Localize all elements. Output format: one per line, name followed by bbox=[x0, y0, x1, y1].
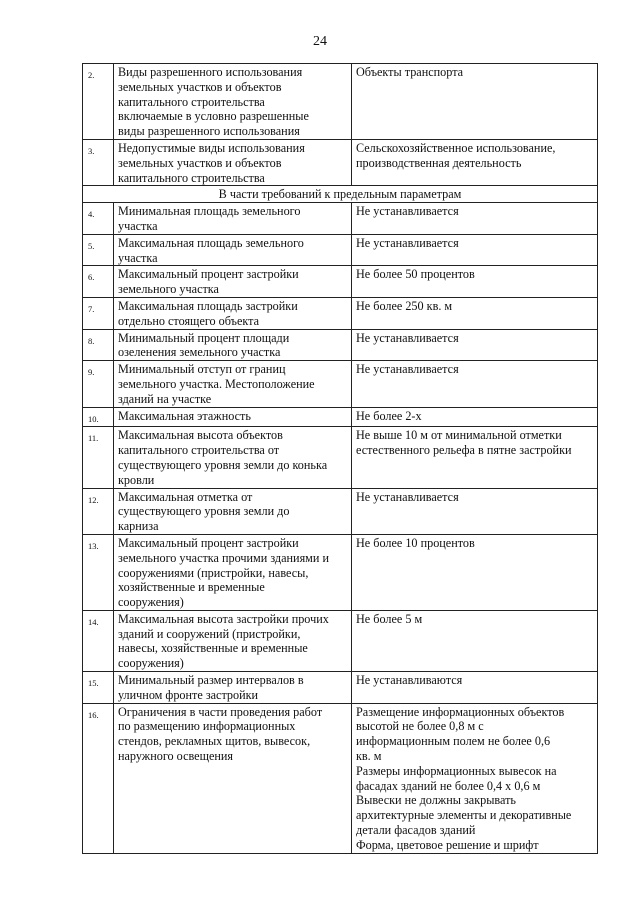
row-name: Виды разрешенного использования земельных участков и объектов капитального строительства включаемые в условно разрешенные виды разрешенного использования bbox=[114, 64, 352, 140]
row-name: Минимальный размер интервалов в уличном фронте застройки bbox=[114, 672, 352, 704]
row-value: Не более 250 кв. м bbox=[352, 297, 598, 329]
row-number: 8. bbox=[83, 329, 114, 361]
table-row bbox=[83, 534, 598, 610]
row-number: 14. bbox=[83, 610, 114, 671]
row-name: Ограничения в части проведения работ по размещению информационных стендов, рекламных щитов, вывесок, наружного освещения bbox=[114, 703, 352, 853]
row-name: Минимальная площадь земельного участка bbox=[114, 203, 352, 235]
row-value: Не более 10 процентов bbox=[352, 534, 598, 610]
row-name: Максимальный процент застройки земельного участка прочими зданиями и сооружениями (пристройки, навесы, хозяйственные и временные сооружения) bbox=[114, 534, 352, 610]
row-name: Максимальный процент застройки земельного участка bbox=[114, 266, 352, 298]
table-body bbox=[83, 64, 598, 854]
table-row bbox=[83, 139, 598, 185]
table-row bbox=[83, 266, 598, 298]
row-value: Не устанавливается bbox=[352, 361, 598, 407]
row-name: Максимальная высота застройки прочих зданий и сооружений (пристройки, навесы, хозяйственные и временные сооружения) bbox=[114, 610, 352, 671]
row-value: Не устанавливается bbox=[352, 203, 598, 235]
row-value: Не выше 10 м от минимальной отметки естественного рельефа в пятне застройки bbox=[352, 427, 598, 488]
row-value: Не более 5 м bbox=[352, 610, 598, 671]
row-number: 16. bbox=[83, 703, 114, 853]
row-number: 13. bbox=[83, 534, 114, 610]
row-value: Сельскохозяйственное использование, производственная деятельность bbox=[352, 139, 598, 185]
row-number: 2. bbox=[83, 64, 114, 140]
row-value: Не более 2-х bbox=[352, 407, 598, 427]
row-number: 5. bbox=[83, 234, 114, 266]
table-row bbox=[83, 234, 598, 266]
table-row bbox=[83, 427, 598, 488]
row-name: Максимальная площадь земельного участка bbox=[114, 234, 352, 266]
parameters-table bbox=[82, 63, 598, 854]
table-row bbox=[83, 703, 598, 853]
row-name: Недопустимые виды использования земельных участков и объектов капитального строительства bbox=[114, 139, 352, 185]
table-row bbox=[83, 203, 598, 235]
row-name: Максимальная этажность bbox=[114, 407, 352, 427]
row-number: 4. bbox=[83, 203, 114, 235]
row-value: Не более 50 процентов bbox=[352, 266, 598, 298]
row-number: 11. bbox=[83, 427, 114, 488]
row-value: Не устанавливается bbox=[352, 329, 598, 361]
row-value: Не устанавливаются bbox=[352, 672, 598, 704]
row-value: Размещение информационных объектов высотой не более 0,8 м с информационным полем не более 0,6 кв. м Размеры информационных вывесок на фасадах зданий не более 0,4 х 0,6 м Вывески не должны закрывать архитектурные элементы и декоративные детали фасадов зданий Форма, цветовое решение и шрифт bbox=[352, 703, 598, 853]
table-row bbox=[83, 488, 598, 534]
row-name: Минимальный отступ от границ земельного участка. Местоположение зданий на участке bbox=[114, 361, 352, 407]
row-number: 6. bbox=[83, 266, 114, 298]
table-row bbox=[83, 361, 598, 407]
page-number: 24 bbox=[313, 34, 327, 49]
row-name: Максимальная площадь застройки отдельно стоящего объекта bbox=[114, 297, 352, 329]
row-number: 3. bbox=[83, 139, 114, 185]
section-header: В части требований к предельным параметрам bbox=[83, 186, 598, 203]
row-value: Объекты транспорта bbox=[352, 64, 598, 140]
table-row bbox=[83, 297, 598, 329]
row-value: Не устанавливается bbox=[352, 234, 598, 266]
row-value: Не устанавливается bbox=[352, 488, 598, 534]
table-row bbox=[83, 672, 598, 704]
table-row bbox=[83, 64, 598, 140]
table-row bbox=[83, 329, 598, 361]
row-number: 9. bbox=[83, 361, 114, 407]
section-header-row bbox=[83, 186, 598, 203]
row-number: 12. bbox=[83, 488, 114, 534]
row-name: Максимальная высота объектов капитального строительства от существующего уровня земли до конька кровли bbox=[114, 427, 352, 488]
row-name: Минимальный процент площади озеленения земельного участка bbox=[114, 329, 352, 361]
row-name: Максимальная отметка от существующего уровня земли до карниза bbox=[114, 488, 352, 534]
table-row bbox=[83, 610, 598, 671]
row-number: 10. bbox=[83, 407, 114, 427]
table-row bbox=[83, 407, 598, 427]
row-number: 7. bbox=[83, 297, 114, 329]
row-number: 15. bbox=[83, 672, 114, 704]
